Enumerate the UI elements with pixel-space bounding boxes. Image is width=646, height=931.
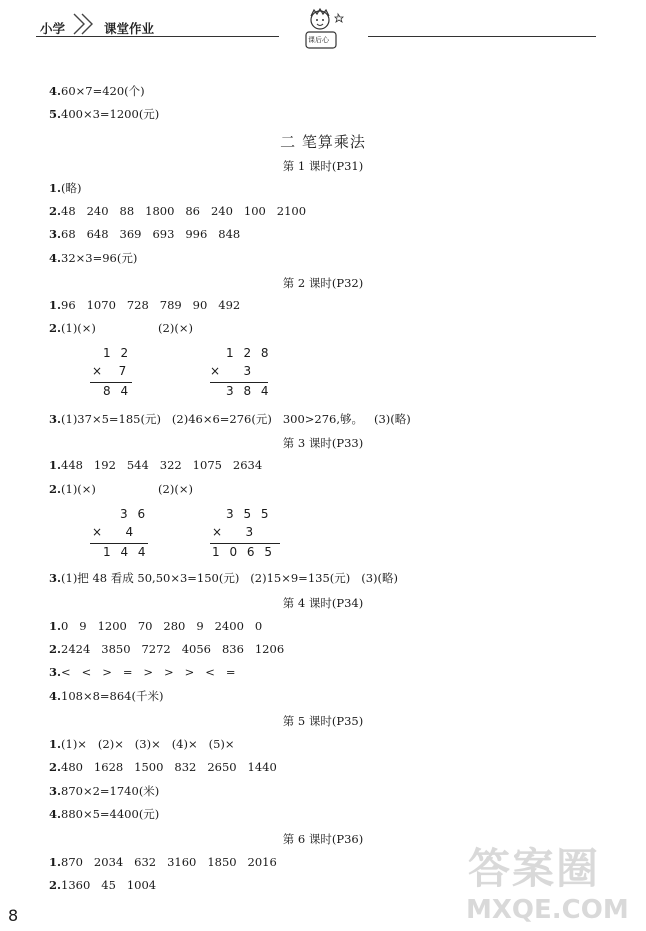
calc-multiplicand: 3 5 5: [226, 507, 272, 521]
header-rule-right: [368, 36, 596, 37]
answer-line: 1.0 9 1200 70 280 9 2400 0: [49, 619, 263, 633]
answer-line: 2.2424 3850 7272 4056 836 1206: [49, 642, 285, 656]
calc-multiplier: × 3: [210, 364, 255, 378]
calc-multiplier: × 3: [212, 525, 257, 539]
watermark-logo: 答案圈: [468, 844, 601, 893]
lesson-heading: 第 1 课时(P31): [282, 159, 364, 173]
header-right-label: 课堂作业: [104, 21, 155, 36]
calc-multiplicand: 3 6: [120, 507, 149, 521]
calc-multiplier: × 4: [92, 525, 137, 539]
calc-result: 3 8 4: [226, 384, 272, 398]
vertical-calculation: [210, 346, 282, 400]
calc-multiplicand: 1 2: [103, 346, 132, 360]
calc-result: 1 4 4: [103, 545, 149, 559]
calc-multiplicand: 1 2 8: [226, 346, 272, 360]
calc-rule: [90, 543, 148, 544]
answer-line: 1.448 192 544 322 1075 2634: [49, 458, 263, 472]
answer-line: 1.96 1070 728 789 90 492: [49, 298, 241, 312]
header-rule-left: [36, 36, 279, 37]
mascot-sign-text: 课后心: [308, 36, 329, 44]
double-chevron-icon: [72, 12, 98, 36]
answer-line: 4.108×8=864(千米): [49, 689, 164, 703]
lesson-heading: 第 6 课时(P36): [282, 832, 364, 846]
answer-line: 1.(略): [49, 181, 82, 195]
answer-line: 1.870 2034 632 3160 1850 2016: [49, 855, 277, 869]
calc-result: 8 4: [103, 384, 132, 398]
answer-line: 4.32×3=96(元): [49, 251, 138, 265]
answer-line: 4.60×7=420(个): [49, 84, 145, 98]
answer-line: 2.(1)(×) (2)(×): [49, 482, 193, 496]
calc-rule: [210, 382, 268, 383]
calc-result: 1 0 6 5: [212, 545, 275, 559]
answer-line: 4.880×5=4400(元): [49, 807, 160, 821]
lesson-heading: 第 2 课时(P32): [282, 276, 364, 290]
answer-line: 3.(1)37×5=185(元) (2)46×6=276(元) 300>276,够。 (3)(略): [49, 412, 411, 426]
answer-line: 3.(1)把 48 看成 50,50×3=150(元) (2)15×9=135(元) (3)(略): [49, 571, 398, 585]
header-left-label: 小学: [40, 21, 66, 36]
mascot-icon: [300, 6, 348, 52]
answer-line: 2.1360 45 1004: [49, 878, 157, 892]
lesson-heading: 第 5 课时(P35): [282, 714, 364, 728]
section-title: 二 笔算乘法: [280, 133, 366, 151]
page-number: 8: [8, 906, 19, 925]
watermark-url: MXQE.COM: [466, 895, 629, 925]
lesson-heading: 第 3 课时(P33): [282, 436, 364, 450]
answer-line: 1.(1)× (2)× (3)× (4)× (5)×: [49, 737, 235, 751]
vertical-calculation: [90, 346, 140, 400]
lesson-heading: 第 4 课时(P34): [282, 596, 364, 610]
vertical-calculation: [90, 507, 150, 563]
vertical-calculation: [210, 507, 282, 563]
answer-line: 3.68 648 369 693 996 848: [49, 227, 241, 241]
calc-rule: [90, 382, 132, 383]
answer-line: 2.480 1628 1500 832 2650 1440: [49, 760, 277, 774]
answer-line: 5.400×3=1200(元): [49, 107, 160, 121]
calc-multiplier: × 7: [92, 364, 130, 378]
calc-rule: [210, 543, 280, 544]
answer-line: 2.(1)(×) (2)(×): [49, 321, 193, 335]
answer-line: 3.870×2=1740(米): [49, 784, 160, 798]
answer-line: 2.48 240 88 1800 86 240 100 2100: [49, 204, 307, 218]
answer-line: 3.< < > = > > > < =: [49, 665, 236, 679]
